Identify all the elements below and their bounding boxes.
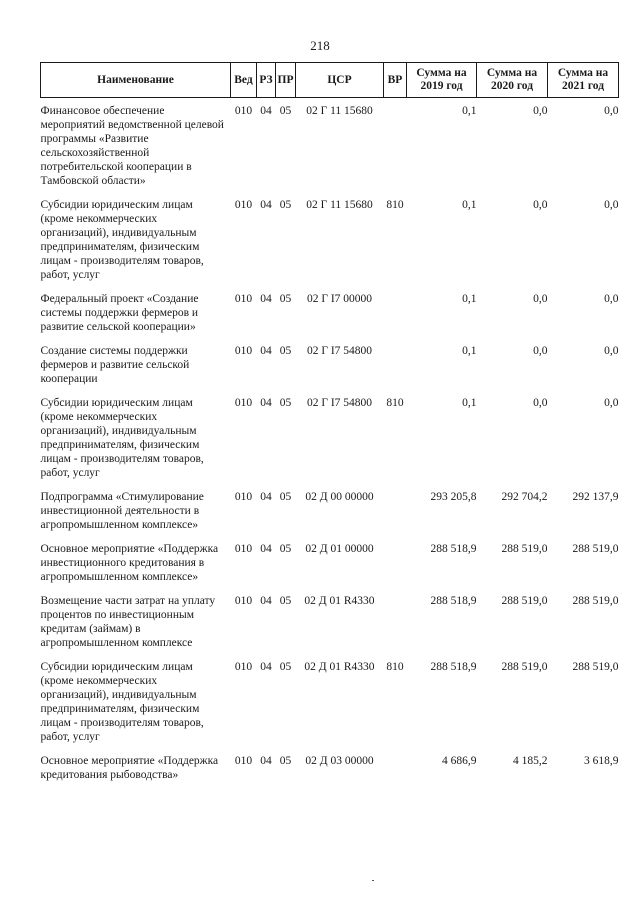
header-pr: ПР xyxy=(276,63,296,98)
row-sum-2021: 3 618,9 xyxy=(584,755,619,767)
row-csr: 02 Д 01 R4330 xyxy=(304,661,375,673)
row-sum-2019: 0,1 xyxy=(462,105,477,117)
row-sum-2020: 288 519,0 xyxy=(501,543,548,555)
row-sum-2020: 0,0 xyxy=(533,293,548,305)
row-ved: 010 xyxy=(234,755,253,767)
row-vr: 810 xyxy=(386,397,404,409)
row-sum-2019: 293 205,8 xyxy=(430,491,477,503)
row-name: Подпрограмма «Стимулирование инвестиционной деятельности в агропромышленном комплексе» xyxy=(40,491,204,531)
row-ved: 010 xyxy=(234,397,253,409)
row-sum-2021: 288 519,0 xyxy=(572,595,619,607)
row-ved: 010 xyxy=(234,595,253,607)
row-pr: 05 xyxy=(279,293,292,305)
row-rz: 04 xyxy=(260,595,272,607)
row-pr: 05 xyxy=(279,345,292,357)
header-sum-2020: Сумма на 2020 год xyxy=(477,63,548,98)
row-vr xyxy=(384,754,407,792)
row-sum-2021: 288 519,0 xyxy=(572,543,619,555)
row-rz: 04 xyxy=(260,755,272,767)
header-name: Наименование xyxy=(41,63,231,98)
table-row xyxy=(41,344,619,396)
row-ved: 010 xyxy=(234,345,253,357)
row-csr: 02 Д 01 00000 xyxy=(305,543,374,555)
header-sum-2021: Сумма на 2021 год xyxy=(548,63,619,98)
row-name: Возмещение части затрат на уплату процентов по инвестиционным кредитам (займам) в агропромышленном комплексе xyxy=(40,595,216,649)
row-sum-2020: 288 519,0 xyxy=(501,661,548,673)
row-csr: 02 Г 11 15680 xyxy=(306,105,373,117)
row-sum-2021: 0,0 xyxy=(604,105,619,117)
page-number: 218 xyxy=(310,38,330,53)
row-sum-2021: 288 519,0 xyxy=(572,661,619,673)
row-csr: 02 Д 01 R4330 xyxy=(304,595,375,607)
row-vr xyxy=(384,98,407,199)
table-row xyxy=(41,98,619,199)
table-row xyxy=(41,292,619,344)
row-sum-2021: 0,0 xyxy=(604,345,619,357)
row-csr: 02 Г I7 00000 xyxy=(306,293,373,305)
table-row xyxy=(41,594,619,660)
row-csr: 02 Д 00 00000 xyxy=(305,491,374,503)
row-pr: 05 xyxy=(279,755,292,767)
row-vr xyxy=(384,594,407,660)
header-sum-2019: Сумма на 2019 год xyxy=(407,63,477,98)
row-pr: 05 xyxy=(279,199,292,211)
row-csr: 02 Г I7 54800 xyxy=(306,345,373,357)
row-sum-2021: 0,0 xyxy=(604,397,619,409)
table-row xyxy=(41,490,619,542)
row-sum-2019: 288 518,9 xyxy=(430,543,477,555)
row-sum-2020: 288 519,0 xyxy=(501,595,548,607)
row-name: Финансовое обеспечение мероприятий ведомственной целевой программы «Развитие сельскохозяйственной потребительской кооперации в Тамбовской области» xyxy=(40,105,224,187)
row-name: Субсидии юридическим лицам (кроме некоммерческих организаций), индивидуальным предпринимателям, физическим лицам - производителям товаров, работ, услуг xyxy=(40,397,204,479)
header-rz: РЗ xyxy=(257,63,276,98)
row-rz: 04 xyxy=(260,661,272,673)
row-sum-2020: 4 185,2 xyxy=(513,755,548,767)
row-sum-2019: 0,1 xyxy=(462,293,477,305)
row-rz: 04 xyxy=(260,293,272,305)
row-sum-2020: 0,0 xyxy=(533,105,548,117)
row-vr: 810 xyxy=(386,199,404,211)
row-name: Федеральный проект «Создание системы поддержки фермеров и развитие сельской кооперации» xyxy=(40,293,199,333)
table-row xyxy=(41,754,619,792)
row-vr xyxy=(384,292,407,344)
row-sum-2019: 0,1 xyxy=(462,199,477,211)
row-rz: 04 xyxy=(260,345,272,357)
row-sum-2019: 0,1 xyxy=(462,345,477,357)
row-sum-2019: 0,1 xyxy=(462,397,477,409)
row-vr xyxy=(384,542,407,594)
row-name: Создание системы поддержки фермеров и развитие сельской кооперации xyxy=(40,345,190,385)
row-sum-2021: 292 137,9 xyxy=(572,491,619,503)
row-name: Основное мероприятие «Поддержка инвестиционного кредитования в агропромышленном комплексе» xyxy=(40,543,219,583)
row-sum-2020: 0,0 xyxy=(533,397,548,409)
row-sum-2021: 0,0 xyxy=(604,293,619,305)
row-sum-2019: 288 518,9 xyxy=(430,595,477,607)
row-pr: 05 xyxy=(279,491,292,503)
row-ved: 010 xyxy=(234,105,253,117)
row-csr: 02 Г I7 54800 xyxy=(306,397,373,409)
row-rz: 04 xyxy=(260,543,272,555)
table-row xyxy=(41,198,619,292)
row-name: Основное мероприятие «Поддержка кредитования рыбоводства» xyxy=(40,755,219,781)
row-sum-2019: 4 686,9 xyxy=(442,755,477,767)
scan-speck xyxy=(372,880,374,881)
row-csr: 02 Г 11 15680 xyxy=(306,199,373,211)
header-csr: ЦСР xyxy=(296,63,384,98)
table-row xyxy=(41,542,619,594)
row-sum-2020: 0,0 xyxy=(533,199,548,211)
row-rz: 04 xyxy=(260,491,272,503)
row-sum-2021: 0,0 xyxy=(604,199,619,211)
table-row xyxy=(41,660,619,754)
row-name: Субсидии юридическим лицам (кроме некоммерческих организаций), индивидуальным предпринимателям, физическим лицам - производителям товаров, работ, услуг xyxy=(40,199,204,281)
row-pr: 05 xyxy=(279,397,292,409)
row-ved: 010 xyxy=(234,543,253,555)
row-vr xyxy=(384,344,407,396)
row-sum-2019: 288 518,9 xyxy=(430,661,477,673)
row-pr: 05 xyxy=(279,595,292,607)
row-rz: 04 xyxy=(260,397,272,409)
row-rz: 04 xyxy=(260,105,272,117)
table-header-row xyxy=(41,63,619,98)
row-pr: 05 xyxy=(279,543,292,555)
table-row xyxy=(41,396,619,490)
row-ved: 010 xyxy=(234,661,253,673)
row-ved: 010 xyxy=(234,199,253,211)
row-vr xyxy=(384,490,407,542)
row-vr: 810 xyxy=(386,661,404,673)
row-csr: 02 Д 03 00000 xyxy=(305,755,374,767)
row-pr: 05 xyxy=(279,105,292,117)
row-sum-2020: 292 704,2 xyxy=(501,491,548,503)
budget-table xyxy=(40,62,619,792)
header-ved: Вед xyxy=(231,63,257,98)
header-vr: ВР xyxy=(384,63,407,98)
row-ved: 010 xyxy=(234,293,253,305)
row-rz: 04 xyxy=(260,199,272,211)
row-ved: 010 xyxy=(234,491,253,503)
row-name: Субсидии юридическим лицам (кроме некоммерческих организаций), индивидуальным предпринимателям, физическим лицам - производителям товаров, работ, услуг xyxy=(40,661,204,743)
row-pr: 05 xyxy=(279,661,292,673)
row-sum-2020: 0,0 xyxy=(533,345,548,357)
